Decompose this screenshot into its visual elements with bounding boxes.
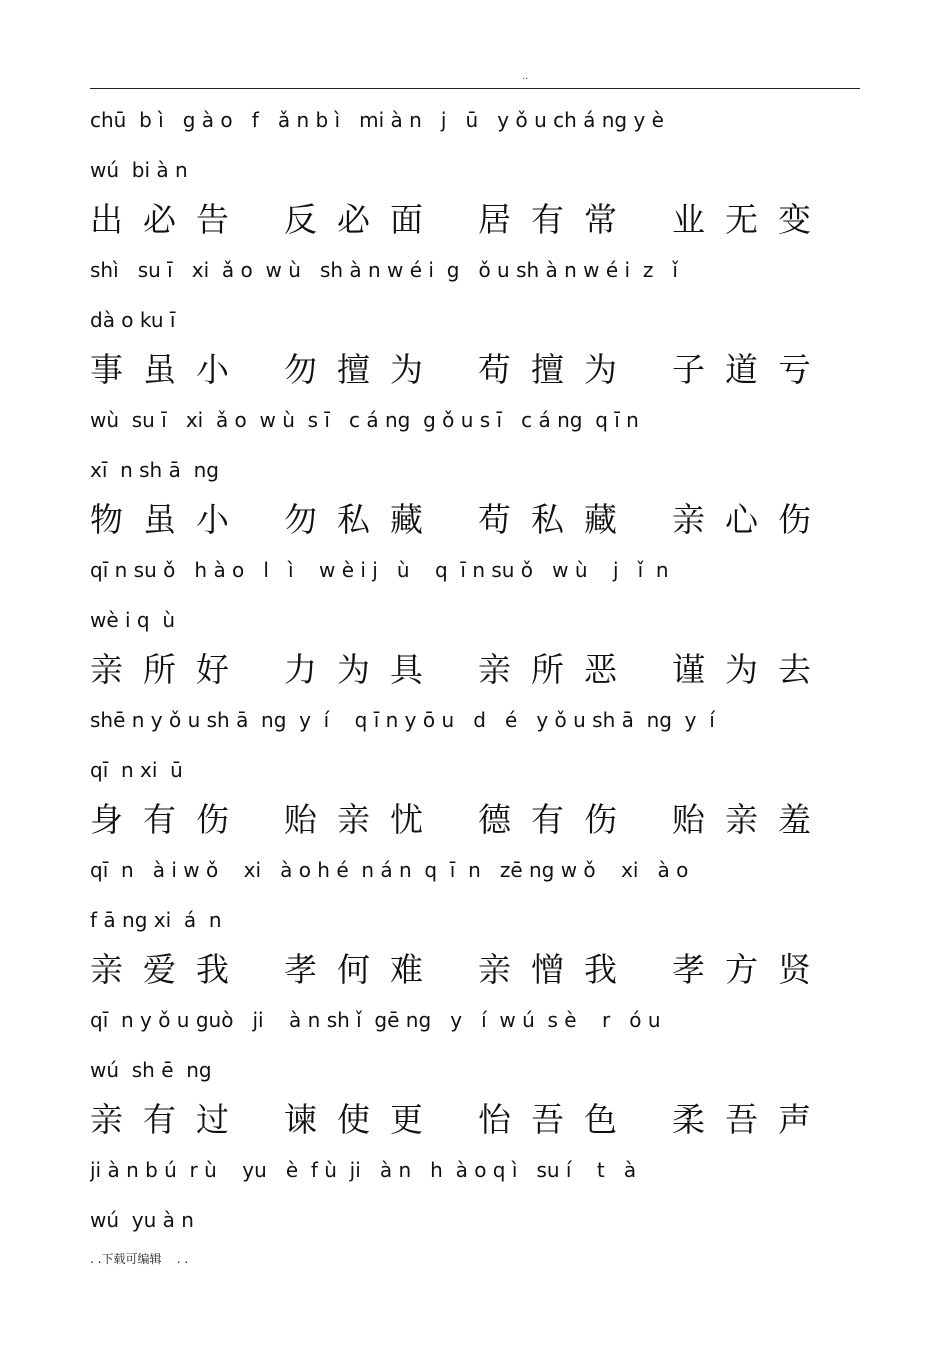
hanzi-phrase: 孝何难 (284, 950, 443, 989)
pinyin-line: shē n y ǒ u sh ā ng y í q ī n y ō u d é y ǒ u sh ā ng y í (90, 708, 715, 732)
stanza (90, 1150, 860, 1300)
hanzi-phrase: 孝方贤 (672, 950, 831, 989)
hanzi-phrase: 出必告 (90, 200, 249, 239)
stanza (90, 400, 860, 550)
hanzi-phrase: 亲所恶 (478, 650, 637, 689)
hanzi-line (90, 650, 860, 700)
pinyin-line: qī n xi ū (90, 758, 183, 782)
hanzi-phrase: 力为具 (284, 650, 443, 689)
hanzi-phrase: 子道亏 (672, 350, 831, 389)
stanza (90, 250, 860, 400)
hanzi-line (90, 200, 860, 250)
pinyin-line: dà o ku ī (90, 308, 176, 332)
hanzi-phrase: 物虽小 (90, 500, 249, 539)
header-mark: .. (522, 71, 529, 82)
pinyin-line: wè i q ù (90, 608, 176, 632)
hanzi-line (90, 950, 860, 1000)
hanzi-line (90, 350, 860, 400)
stanza (90, 1000, 860, 1150)
hanzi-phrase: 贻亲羞 (672, 800, 831, 839)
hanzi-phrase: 亲有过 (90, 1100, 249, 1139)
pinyin-line: chū b ì g à o f ǎ n b ì mi à n j ū y ǒ u ch á ng y è (90, 108, 664, 132)
stanza (90, 550, 860, 700)
pinyin-line: ji à n b ú r ù yu è f ù ji à n h à o q ì su í t à (90, 1158, 637, 1182)
hanzi-phrase: 谏使更 (284, 1100, 443, 1139)
hanzi-phrase: 怡吾色 (478, 1100, 637, 1139)
hanzi-line (90, 1100, 860, 1150)
hanzi-phrase: 事虽小 (90, 350, 249, 389)
hanzi-phrase: 业无变 (672, 200, 831, 239)
hanzi-phrase: 苟私藏 (478, 500, 637, 539)
pinyin-line: qī n y ǒ u guò ji à n sh ǐ gē ng y í w ú s è r ó u (90, 1008, 661, 1032)
hanzi-phrase: 亲心伤 (672, 500, 831, 539)
stanza (90, 100, 860, 250)
pinyin-line: wú sh ē ng (90, 1058, 212, 1082)
hanzi-phrase: 谨为去 (672, 650, 831, 689)
pinyin-line: wú yu à n (90, 1208, 194, 1232)
pinyin-line: shì su ī xi ǎ o w ù sh à n w é i g ǒ u sh à n w é i z ǐ (90, 258, 678, 282)
footer-note: . .下载可编辑 . . (90, 1252, 189, 1266)
stanza (90, 850, 860, 1000)
hanzi-phrase: 苟擅为 (478, 350, 637, 389)
hanzi-phrase: 反必面 (284, 200, 443, 239)
pinyin-line: qī n à i w ǒ xi à o h é n á n q ī n zē ng w ǒ xi à o (90, 858, 689, 882)
hanzi-phrase: 勿私藏 (284, 500, 443, 539)
header-rule (90, 88, 860, 89)
hanzi-phrase: 身有伤 (90, 800, 249, 839)
hanzi-phrase: 亲憎我 (478, 950, 637, 989)
hanzi-phrase: 居有常 (478, 200, 637, 239)
hanzi-phrase: 亲爱我 (90, 950, 249, 989)
pinyin-line: xī n sh ā ng (90, 458, 219, 482)
pinyin-line: wú bi à n (90, 158, 188, 182)
pinyin-line: wù su ī xi ǎ o w ù s ī c á ng g ǒ u s ī c á ng q ī n (90, 408, 639, 432)
hanzi-line (90, 800, 860, 850)
hanzi-phrase: 勿擅为 (284, 350, 443, 389)
poem-content (90, 100, 860, 1300)
pinyin-line: f ā ng xi á n (90, 908, 222, 932)
hanzi-line (90, 500, 860, 550)
stanza (90, 700, 860, 850)
hanzi-phrase: 柔吾声 (672, 1100, 831, 1139)
hanzi-phrase: 贻亲忧 (284, 800, 443, 839)
hanzi-phrase: 德有伤 (478, 800, 637, 839)
pinyin-line: qī n su ǒ h à o l ì w è i j ù q ī n su ǒ w ù j ǐ n (90, 558, 669, 582)
hanzi-phrase: 亲所好 (90, 650, 249, 689)
